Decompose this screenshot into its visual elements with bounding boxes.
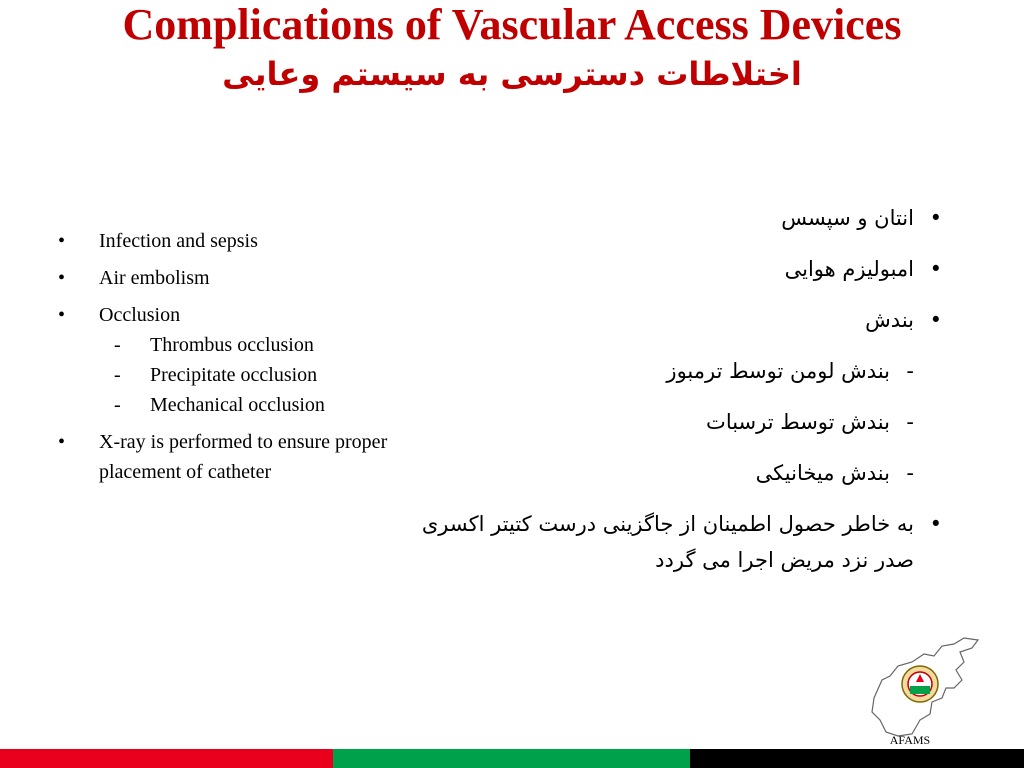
- footer-bar-red: [0, 749, 333, 768]
- bullet-icon: •: [58, 304, 66, 326]
- title-block: [0, 2, 1024, 96]
- list-item-text: X-ray is performed to ensure proper placement of catheter: [99, 431, 388, 483]
- dash-icon: -: [906, 461, 914, 485]
- sub-list-item-text: بندش میخانیکی: [755, 461, 890, 485]
- bullet-icon: •: [58, 431, 66, 453]
- bullet-icon: •: [929, 257, 942, 281]
- dash-icon: -: [114, 364, 121, 386]
- footer-color-bar: [0, 749, 1024, 768]
- list-item-text: امبولیزم هوایی: [784, 257, 914, 281]
- sub-list-item: [58, 360, 388, 390]
- list-item-text: بندش: [865, 308, 914, 332]
- english-bullet-list: [58, 226, 388, 494]
- dash-icon: -: [906, 410, 914, 434]
- list-item: [394, 200, 942, 236]
- slide-title-persian: اختلاطات دسترسی به سیستم وعایی: [222, 55, 802, 93]
- footer-bar-green: [333, 749, 690, 768]
- slide-title-english: Complications of Vascular Access Devices: [122, 0, 902, 49]
- persian-bullet-list: [394, 200, 942, 593]
- sub-list-item: [394, 353, 914, 389]
- bullet-icon: •: [929, 206, 942, 230]
- list-item-text: انتان و سپسس: [781, 206, 914, 230]
- list-item-text: Occlusion: [99, 304, 181, 326]
- list-item: [394, 251, 942, 287]
- sub-list-item: [58, 390, 388, 420]
- sub-list-item-text: بندش توسط ترسبات: [706, 410, 890, 434]
- list-item-text: Air embolism: [99, 267, 210, 289]
- sub-list-item-text: Mechanical occlusion: [150, 394, 325, 416]
- bullet-icon: •: [929, 512, 942, 536]
- list-item: [394, 302, 942, 338]
- sub-list-item: [394, 404, 914, 440]
- bullet-icon: •: [929, 308, 942, 332]
- bullet-icon: •: [58, 267, 66, 289]
- bullet-icon: •: [58, 230, 66, 252]
- list-item: [394, 506, 942, 578]
- sub-list-item: [394, 455, 914, 491]
- sub-list-item-text: بندش لومن توسط ترمبوز: [666, 359, 890, 383]
- dash-icon: -: [114, 334, 121, 356]
- afghanistan-map-logo-icon: [868, 636, 984, 740]
- list-item-text: به خاطر حصول اطمینان از جاگزینی درست کتیتر اکسری صدر نزد مریض اجرا می گردد: [421, 512, 914, 572]
- sub-list-item: [58, 330, 388, 360]
- list-item: [58, 427, 388, 487]
- list-item: [58, 226, 388, 256]
- list-item: [58, 263, 388, 293]
- dash-icon: -: [906, 359, 914, 383]
- list-item-text: Infection and sepsis: [99, 230, 258, 252]
- footer-bar-black: [690, 749, 1024, 768]
- sub-list-item-text: Thrombus occlusion: [150, 334, 314, 356]
- dash-icon: -: [114, 394, 121, 416]
- sub-list-item-text: Precipitate occlusion: [150, 364, 318, 386]
- list-item: [58, 300, 388, 420]
- logo-label: AFAMS: [889, 733, 931, 747]
